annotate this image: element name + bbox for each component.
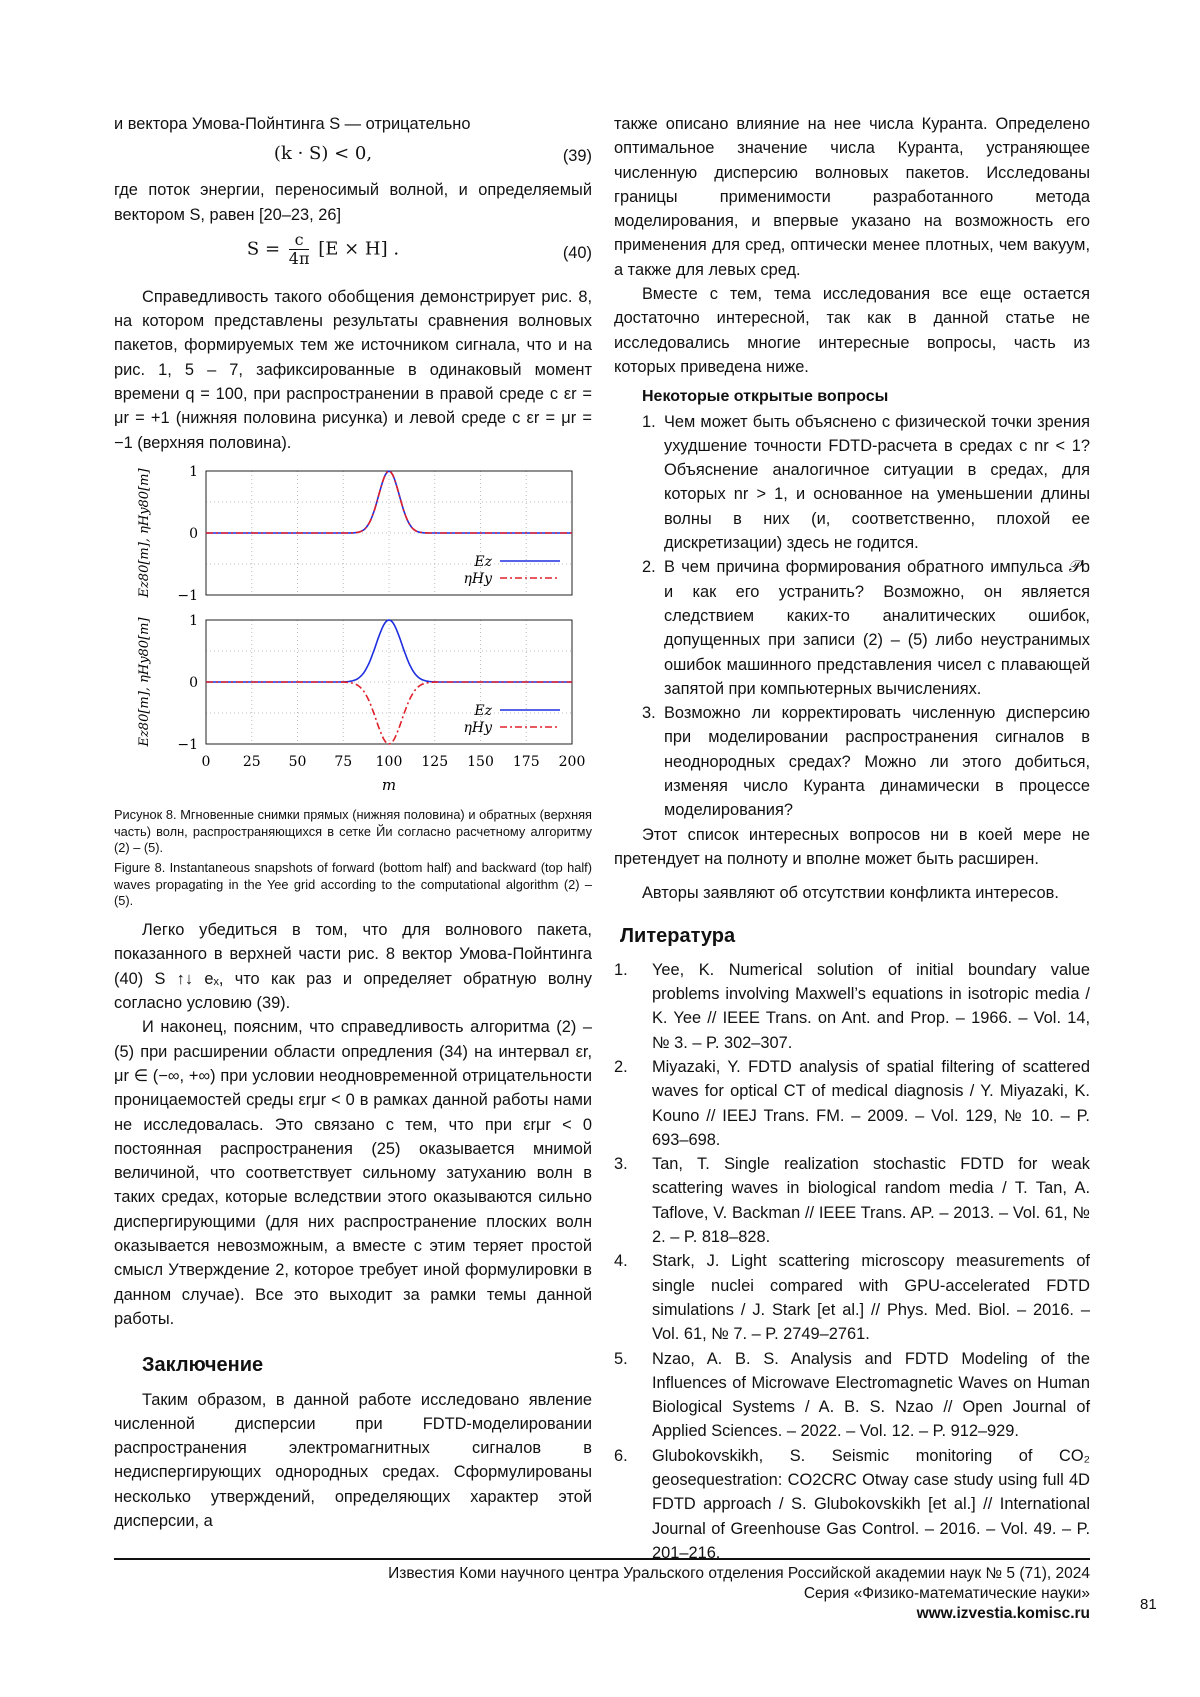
reference-item: [614, 1347, 1090, 1444]
x-tick-label: 75: [334, 753, 353, 770]
reference-item: [614, 958, 1090, 1055]
y-tick-label: −1: [177, 736, 198, 753]
questions-list: [614, 410, 1090, 823]
paragraph: Таким образом, в данной работе исследовано явление численной дисперсии при FDTD-моделировании распространения электромагнитных сигналов в недиспергирующих однородных средах. Сформулированы несколько утверждений, определяющих характер этой дисперсии, а: [114, 1390, 592, 1531]
equation-number: (40): [562, 243, 592, 262]
legend-label: Ez: [474, 702, 492, 719]
right-column: [614, 112, 1090, 1565]
x-tick-label: 200: [558, 753, 586, 770]
ref-text: Miyazaki, Y. FDTD analysis of spatial filtering of scattered waves for optical CT of medical diagnosis / Y. Miyazaki, K. Kouno // IEEJ Trans. FM. – 2009. – Vol. 129, № 10. – P. 693–698.: [652, 1057, 1090, 1149]
fraction-bottom: 4π: [288, 248, 310, 268]
footer-series: Серия «Физико-математические науки»: [803, 1585, 1090, 1602]
reference-item: [614, 1152, 1090, 1249]
list-item: [614, 410, 1090, 556]
item-text: Чем может быть объяснено с физической точки зрения ухудшение точности FDTD-расчета в средах с nr < 1? Объяснение аналогичное ситуации в средах, для которых nr > 1, и основанное на уменьшении длины волны в них (и, соответственно, плохой ее дискретизации) здесь не годится.: [664, 412, 1090, 553]
page-number: 81: [1140, 1596, 1157, 1613]
list-item: [614, 701, 1090, 822]
legend-label: ηHy: [463, 570, 492, 587]
paragraph: Справедливость такого обобщения демонстрирует рис. 8, на котором представлены результаты сравнения волновых пакетов, формируемых тем же источником сигнала, что и на рис. 1, 5 – 7, зафиксированные в одинаковый момент времени q = 100, при распространении в правой среде с εr = μr = +1 (нижняя половина рисунка) и левой среде с εr = μr = −1 (верхняя половина).: [114, 287, 592, 452]
journal-footer: [114, 1558, 1090, 1624]
y-axis-label: Ez80[m], ηHy80[m]: [137, 468, 152, 598]
questions-title: Некоторые открытые вопросы: [642, 388, 889, 406]
x-tick-label: 150: [467, 753, 494, 770]
x-tick-label: 50: [288, 753, 307, 770]
ref-text: Tan, T. Single realization stochastic FDTD for weak scattering waves in biological random media / T. Tan, A. Taflove, V. Backman // IEEE Trans. AP. – 2013. – Vol. 61, № 2. – P. 818–828.: [652, 1155, 1090, 1247]
legend-label: ηHy: [463, 719, 492, 736]
paragraph: Этот список интересных вопросов ни в коей мере не претендует на полноту и вполне может быть расширен.: [614, 825, 1090, 868]
ref-number: 6.: [614, 1446, 628, 1465]
paragraph: и вектора Умова-Пойнтинга S — отрицательно: [114, 115, 471, 133]
paragraph: Легко убедиться в том, что для волнового пакета, показанного в верхней части рис. 8 вектор Умова-Пойнтинга (40) S ↑↓ eₓ, что как раз и определяет обратную волну согласно условию (39).: [114, 921, 592, 1013]
fraction-top: c: [289, 231, 310, 250]
equation-lhs: S =: [246, 238, 281, 260]
item-text: В чем причина формирования обратного импульса 𝒫b и как его устранить? Возможно, он является следствием каких-то аналитических ошибок, допущенных при записи (2) – (5) либо неустранимых ошибок машинного представления чисел с плавающей запятой при компьютерных вычислениях.: [664, 558, 1090, 698]
paragraph: Авторы заявляют об отсутствии конфликта интересов.: [642, 884, 1059, 903]
figure-caption-ru: Рисунок 8. Мгновенные снимки прямых (нижняя половина) и обратных (верхняя часть) волн, распространяющихся в сетке Йи согласно расчетному алгоритму (2) – (5).: [114, 806, 592, 856]
figure-caption-en: Figure 8. Instantaneous snapshots of forward (bottom half) and backward (top half) waves propagating in the Yee grid according to the computational algorithm (2) – (5).: [114, 860, 592, 909]
equation-number: (39): [562, 147, 592, 166]
y-tick-label: 1: [189, 463, 198, 480]
reference-item: [614, 1444, 1090, 1565]
y-tick-label: 0: [189, 674, 198, 691]
y-tick-label: −1: [177, 587, 198, 604]
equation-expr: (k · S) < 0,: [273, 143, 373, 165]
paragraph: также описано влияние на нее числа Куранта. Определено оптимальное значение числа Куранта, устраняющее численную дисперсию волновых пакетов. Исследованы границы применимости разработанного метода моделирования, и впервые указано на возможность его применения для сред, оптически менее плотных, чем вакуум, а также для левых сред.: [614, 115, 1090, 279]
y-tick-label: 1: [189, 612, 198, 629]
item-number: 2.: [642, 558, 656, 577]
left-column: [114, 112, 592, 1533]
ref-number: 2.: [614, 1057, 628, 1076]
ref-text: Glubokovskikh, S. Seismic monitoring of CO₂ geosequestration: CO2CRC Otway case study using full 4D FDTD approach / S. Glubokovskikh [et al.] // International Journal of Greenhouse Gas Control. – 2016. – Vol. 49. – P. 201–216.: [652, 1446, 1090, 1562]
section-title-references: Литература: [620, 924, 736, 947]
x-tick-label: 0: [201, 753, 211, 770]
equation-rhs: [E × H] .: [318, 238, 400, 260]
equation-40: [114, 227, 592, 279]
ref-number: 4.: [614, 1252, 628, 1271]
equation-39: [114, 136, 592, 178]
figure-8-chart: [114, 461, 592, 803]
ref-number: 1.: [614, 960, 628, 979]
reference-item: [614, 1249, 1090, 1346]
item-number: 1.: [642, 412, 656, 431]
equation-expr: [114, 231, 532, 268]
reference-item: [614, 1055, 1090, 1152]
ref-number: 3.: [614, 1155, 628, 1174]
x-axis-label: m: [381, 775, 397, 794]
x-tick-label: 25: [242, 753, 261, 770]
x-tick-label: 100: [375, 753, 403, 770]
equation-fraction: [289, 231, 310, 268]
item-text: Возможно ли корректировать численную дисперсию при моделировании распространения сигналов в неоднородных средах? Можно ли этого добиться, изменяя число Куранта динамически в процессе моделирования?: [664, 704, 1090, 820]
y-tick-label: 0: [189, 525, 198, 542]
list-item: [614, 555, 1090, 701]
item-number: 3.: [642, 704, 656, 723]
section-title-conclusion: Заключение: [142, 1354, 264, 1377]
paragraph: где поток энергии, переносимый волной, и определяемый вектором S, равен [20–23, 26]: [114, 181, 592, 224]
paragraph: И наконец, поясним, что справедливость алгоритма (2) – (5) при расширении области опредления (34) на интервал εr, μr ∈ (−∞, +∞) при условии неодновременной отрицательности проницаемостей среды εrμr < 0 в рамках данной работы нами не исследовалась. Это связано с тем, что при εrμr < 0 постоянная распространения (25) оказывается мнимой величиной, что соответствует сильному затуханию волн в таких средах, которые вследствии этого оказываются сильно диспергирующими (для них распространение плоских волн оказывается невозможным, а вместе с этим теряет простой смысл Утверждение 2, которое требует иной формулировки в данном случае). Все это выходит за рамки темы данной работы.: [114, 1018, 592, 1328]
references-list: [614, 958, 1090, 1565]
ref-number: 5.: [614, 1349, 628, 1368]
footer-website: www.izvestia.komisc.ru: [916, 1605, 1090, 1622]
footer-journal: Известия Коми научного центра Уральского отделения Российской академии наук № 5 (71), 2024: [388, 1565, 1090, 1582]
paragraph: Вместе с тем, тема исследования все еще остается достаточно интересной, так как в данной статье не исследовались многие интересные вопросы, часть из которых приведена ниже.: [614, 285, 1090, 376]
legend-label: Ez: [474, 553, 492, 570]
x-tick-label: 175: [512, 753, 540, 770]
y-axis-label: Ez80[m], ηHy80[m]: [137, 617, 152, 747]
ref-text: Stark, J. Light scattering microscopy measurements of single nuclei compared with GPU-accelerated FDTD simulations / J. Stark [et al.] // Phys. Med. Biol. – 2016. – Vol. 61, № 7. – P. 2749–2761.: [652, 1252, 1090, 1344]
x-tick-label: 125: [421, 753, 449, 770]
ref-text: Nzao, A. B. S. Analysis and FDTD Modeling of the Influences of Microwave Electromagnetic Waves on Human Biological Systems / A. B. S. Nzao // Open Journal of Applied Sciences. – 2022. – Vol. 12. – P. 912–929.: [652, 1349, 1090, 1441]
ref-text: Yee, K. Numerical solution of initial boundary value problems involving Maxwell’s equations in isotropic media / K. Yee // IEEE Trans. on Ant. and Prop. – 1966. – Vol. 14, № 3. – P. 302–307.: [652, 960, 1090, 1052]
